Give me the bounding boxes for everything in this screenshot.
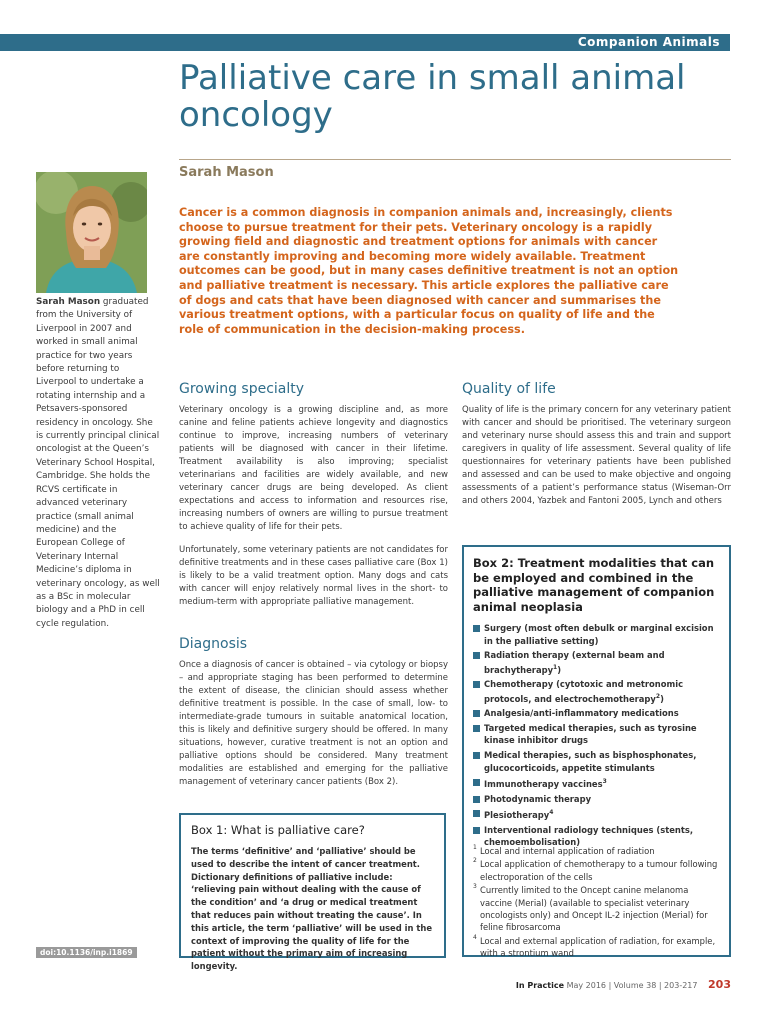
diagnosis-paragraph: Once a diagnosis of cancer is obtained – via cytology or biopsy – and appropriate staging has been performed to determine the extent of disease, the clinician should assess whether definitive treatment is possible. In the case of small, low- to intermediate-grade tumours in suitable anatomical location, this is likely and definitive surgery should be offered. In many situations, however, curative treatment is not an option and palliative options should be considered. Many treatment modalities are established and emerging for the palliative management of veterinary cancer patients (Box 2). [179,660,448,787]
list-item: Immunotherapy vaccines$^3$ [473,776,723,790]
author-bio [36,296,160,631]
footnote: 4 Local and external application of radiation, for example, with a strontium wand [473,933,716,959]
bullet-square-icon [473,796,480,803]
author-name: Sarah Mason [179,165,274,180]
list-item: Chemotherapy (cytotoxic and metronomic protocols, and electrochemotherapy$^2$) [473,678,723,705]
box-1-palliative-care [179,813,446,972]
list-item: Analgesia/anti-inflammatory medications [473,707,723,720]
bullet-square-icon [473,827,480,834]
footnote: 2 Local application of chemotherapy to a tumour following electroporation of the cells [473,857,718,882]
box-2-treatment-modalities [462,545,731,957]
bullet-square-icon [473,725,480,732]
bullet-square-icon [473,752,480,759]
growing-paragraph-1: Veterinary oncology is a growing discipline and, as more canine and feline patients achieve longevity and diagnostics continue to improve, increasing numbers of veterinary patients will be diagnosed with cancer in their lifetime. Treatment availability is also improving; specialist veterinarians and facilities are widely available, and new veterinary cancer drugs are being developed. As client expectations and access to information and resources rise, increasing numbers of owners are willing to pursue treatment to achieve quality of life for their pets. [179,405,448,532]
author-portrait-image [36,172,147,293]
issue-info: May 2016 | Volume 38 | 203-217 [566,981,698,990]
list-item: Radiation therapy (external beam and brachytherapy$^1$) [473,649,723,676]
bio-author-name: Sarah Mason [36,297,101,307]
journal-name: In Practice [515,981,565,990]
section-bar [0,34,730,51]
bullet-square-icon [473,779,480,786]
list-item: Targeted medical therapies, such as tyrosine kinase inhibitor drugs [473,722,723,747]
list-item: Surgery (most often debulk or marginal excision in the palliative setting) [473,622,723,647]
abstract: Cancer is a common diagnosis in companion animals and, increasingly, clients choose to pursue treatment for their pets. Veterinary oncology is a rapidly growing field and diagnostic and treatment options for animals with cancer are constantly improving and becoming more widely available. Treatment outcomes can be good, but in many cases definitive treatment is not an option and palliative treatment is necessary. This article explores the palliative care of dogs and cats that have been diagnosed with cancer and summarises the various treatment options, with a particular focus on quality of life and the role of communication in the decision-making process. [179,206,679,336]
box-2-title: Box 2: Treatment modalities that can be employed and combined in the palliative management of companion animal neoplasia [473,556,715,614]
bullet-square-icon [473,652,480,659]
box-2-footnotes [473,845,723,961]
bio-text: graduated from the University of Liverpool in 2007 and worked in small animal practice for two years before returning to Liverpool to undertake a rotating internship and a Petsavers-sponsored residency in oncology. She is currently principal clinical oncologist at the Queen’s Veterinary School Hospital, Cambridge. She holds the RCVS certificate in advanced veterinary practice (small animal medicine) and the European College of Veterinary Internal Medicine’s diploma in veterinary oncology, as well as a BSc in molecular biology and a PhD in cell cycle regulation. [36,297,160,629]
bullet-square-icon [473,625,480,632]
list-item: Interventional radiology techniques (stents, chemoembolisation) [473,824,723,849]
quality-paragraph: Quality of life is the primary concern for any veterinary patient with cancer and should be prioritised. The veterinary surgeon and veterinary nurse should assess this and train and support caregivers in quality of life assessment. Several quality of life questionnaires for veterinary patients have been published and assessed and can be used to make objective and ongoing assessments of a patient’s performance status (Wiseman-Orr and others 2004, Yazbek and Fantoni 2005, Lynch and others [462,405,731,506]
author-photo [36,172,147,293]
heading-diagnosis: Diagnosis [179,636,248,652]
title-divider [179,159,731,160]
footnote: 3 Currently limited to the Oncept canine melanoma vaccine (Merial) (available to specialist veterinary oncologists only) and Oncept IL-2 injection (Merial) for feline fibrosarcoma [473,883,708,933]
heading-growing-specialty: Growing specialty [179,381,305,397]
box-1-body: The terms ‘definitive’ and ‘palliative’ should be used to describe the intent of cancer treatment. Dictionary definitions of palliative include: ‘relieving pain without dealing with the cause of the condition’ and ‘a drug or medical treatment that reduces pain without treating the cause’. In this article, the term ‘palliative’ will be used in the context of improving the quality of life for the patient without the primary aim of increasing longevity. [191,846,433,972]
box-1-title: Box 1: What is palliative care? [191,823,365,837]
bullet-square-icon [473,681,480,688]
bullet-square-icon [473,710,480,717]
list-item: Plesiotherapy$^4$ [473,807,723,821]
section-label: Companion Animals [577,35,720,49]
article-title: Palliative care in small animal oncology [179,58,686,135]
page-number: 203 [708,978,731,991]
modality-list [473,622,723,851]
growing-paragraph-2: Unfortunately, some veterinary patients are not candidates for definitive treatments and in these cases palliative care (Box 1) is likely to be a valid treatment option. Many dogs and cats with cancer will enjoy relatively normal lives in the short- to medium-term with appropriate palliative management. [179,545,448,607]
doi-label: doi:10.1136/inp.i1869 [36,947,137,958]
list-item: Medical therapies, such as bisphosphonates, glucocorticoids, appetite stimulants [473,749,723,774]
page-footer [516,978,731,991]
footnote: 1 Local and internal application of radiation [473,844,655,856]
heading-quality-of-life: Quality of life [462,381,556,397]
list-item: Photodynamic therapy [473,793,723,806]
bullet-square-icon [473,810,480,817]
